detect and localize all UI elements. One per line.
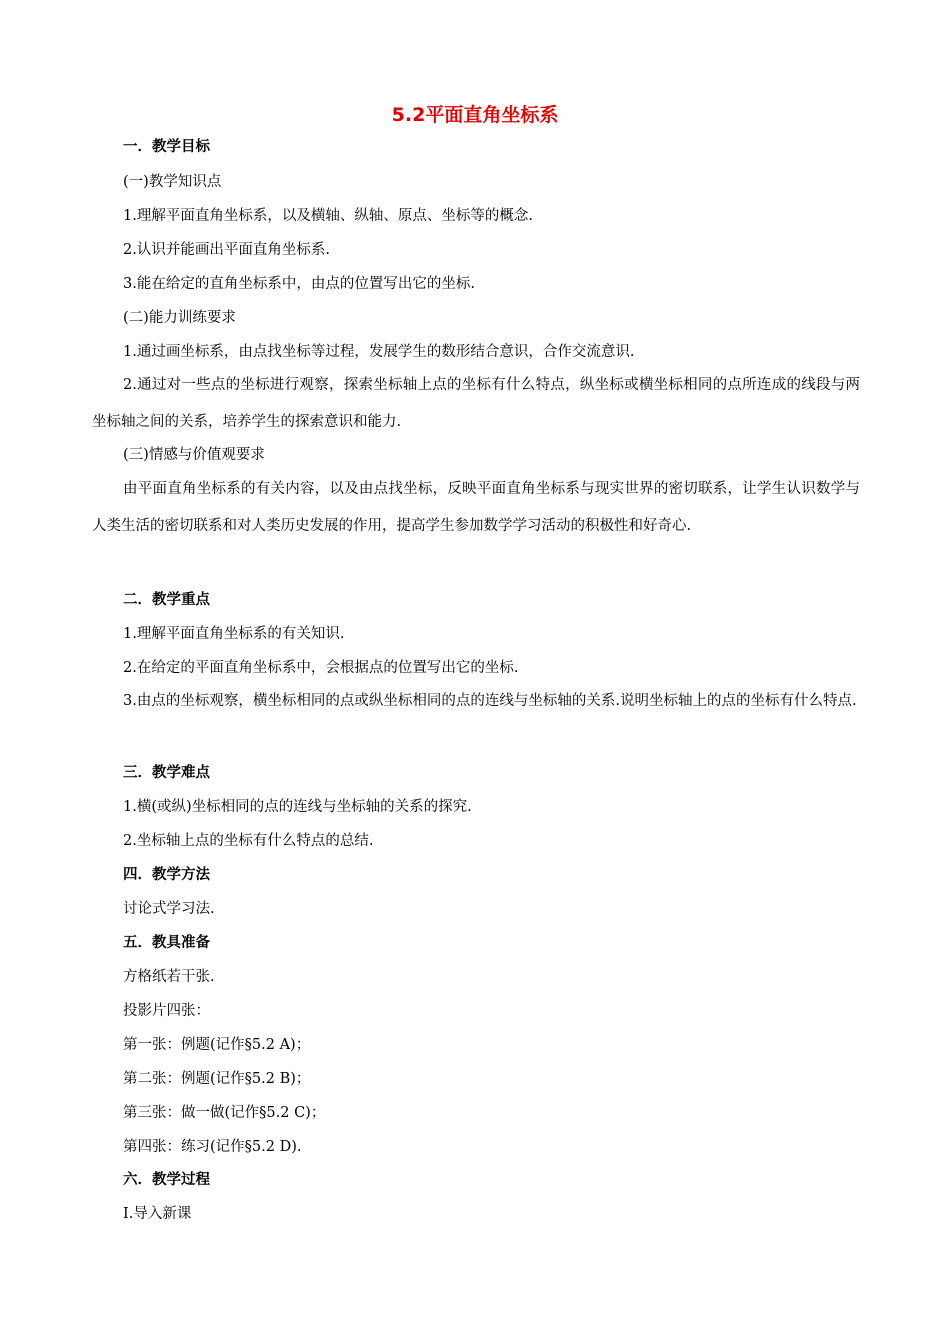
- knowledge-item-2: 2.认识并能画出平面直角坐标系.: [123, 242, 330, 258]
- materials-item-5: 第三张：做一做(记作§5.2 C)；: [123, 1105, 326, 1121]
- heading-teaching-goals: 一．教学目标: [123, 139, 210, 155]
- subheading-emotion: (三)情感与价值观要求: [123, 447, 265, 463]
- materials-item-3: 第一张：例题(记作§5.2 A)；: [123, 1037, 311, 1053]
- materials-item-2: 投影片四张：: [123, 1003, 210, 1019]
- materials-item-6: 第四张：练习(记作§5.2 D).: [123, 1139, 302, 1155]
- key-point-3: 3.由点的坐标观察，横坐标相同的点或纵坐标相同的点的连线与坐标轴的关系.说明坐标轴上的点的坐标有什么特点.: [123, 693, 857, 709]
- heading-materials: 五．教具准备: [123, 935, 210, 951]
- key-point-2: 2.在给定的平面直角坐标系中，会根据点的位置写出它的坐标.: [123, 660, 519, 676]
- difficulty-1: 1.横(或纵)坐标相同的点的连线与坐标轴的关系的探究.: [123, 799, 472, 815]
- heading-process: 六．教学过程: [123, 1172, 210, 1188]
- difficulty-2: 2.坐标轴上点的坐标有什么特点的总结.: [123, 833, 374, 849]
- document-title: 5.2平面直角坐标系: [391, 104, 559, 126]
- knowledge-item-3: 3.能在给定的直角坐标系中，由点的位置写出它的坐标.: [123, 276, 475, 292]
- materials-item-1: 方格纸若干张.: [123, 969, 215, 985]
- process-sub-1: Ⅰ.导入新课: [123, 1206, 192, 1222]
- heading-key-points: 二．教学重点: [123, 592, 210, 608]
- subheading-ability: (二)能力训练要求: [123, 310, 236, 326]
- ability-item-2: 2.通过对一些点的坐标进行观察，探索坐标轴上点的坐标有什么特点，纵坐标或横坐标相同的点所连成的线段与两坐标轴之间的关系，培养学生的探索意识和能力.: [92, 377, 860, 430]
- heading-methods: 四．教学方法: [123, 867, 210, 883]
- heading-difficulties: 三．教学难点: [123, 765, 210, 781]
- methods-text: 讨论式学习法.: [123, 901, 215, 917]
- knowledge-item-1: 1.理解平面直角坐标系，以及横轴、纵轴、原点、坐标等的概念.: [123, 208, 533, 224]
- subheading-knowledge: (一)教学知识点: [123, 174, 222, 190]
- materials-item-4: 第二张：例题(记作§5.2 B)；: [123, 1071, 311, 1087]
- emotion-paragraph: 由平面直角坐标系的有关内容，以及由点找坐标，反映平面直角坐标系与现实世界的密切联系，让学生认识数学与人类生活的密切联系和对人类历史发展的作用，提高学生参加数学学习活动的积极性和好奇心.: [92, 481, 860, 534]
- key-point-1: 1.理解平面直角坐标系的有关知识.: [123, 626, 345, 642]
- ability-item-1: 1.通过画坐标系，由点找坐标等过程，发展学生的数形结合意识，合作交流意识.: [123, 344, 635, 360]
